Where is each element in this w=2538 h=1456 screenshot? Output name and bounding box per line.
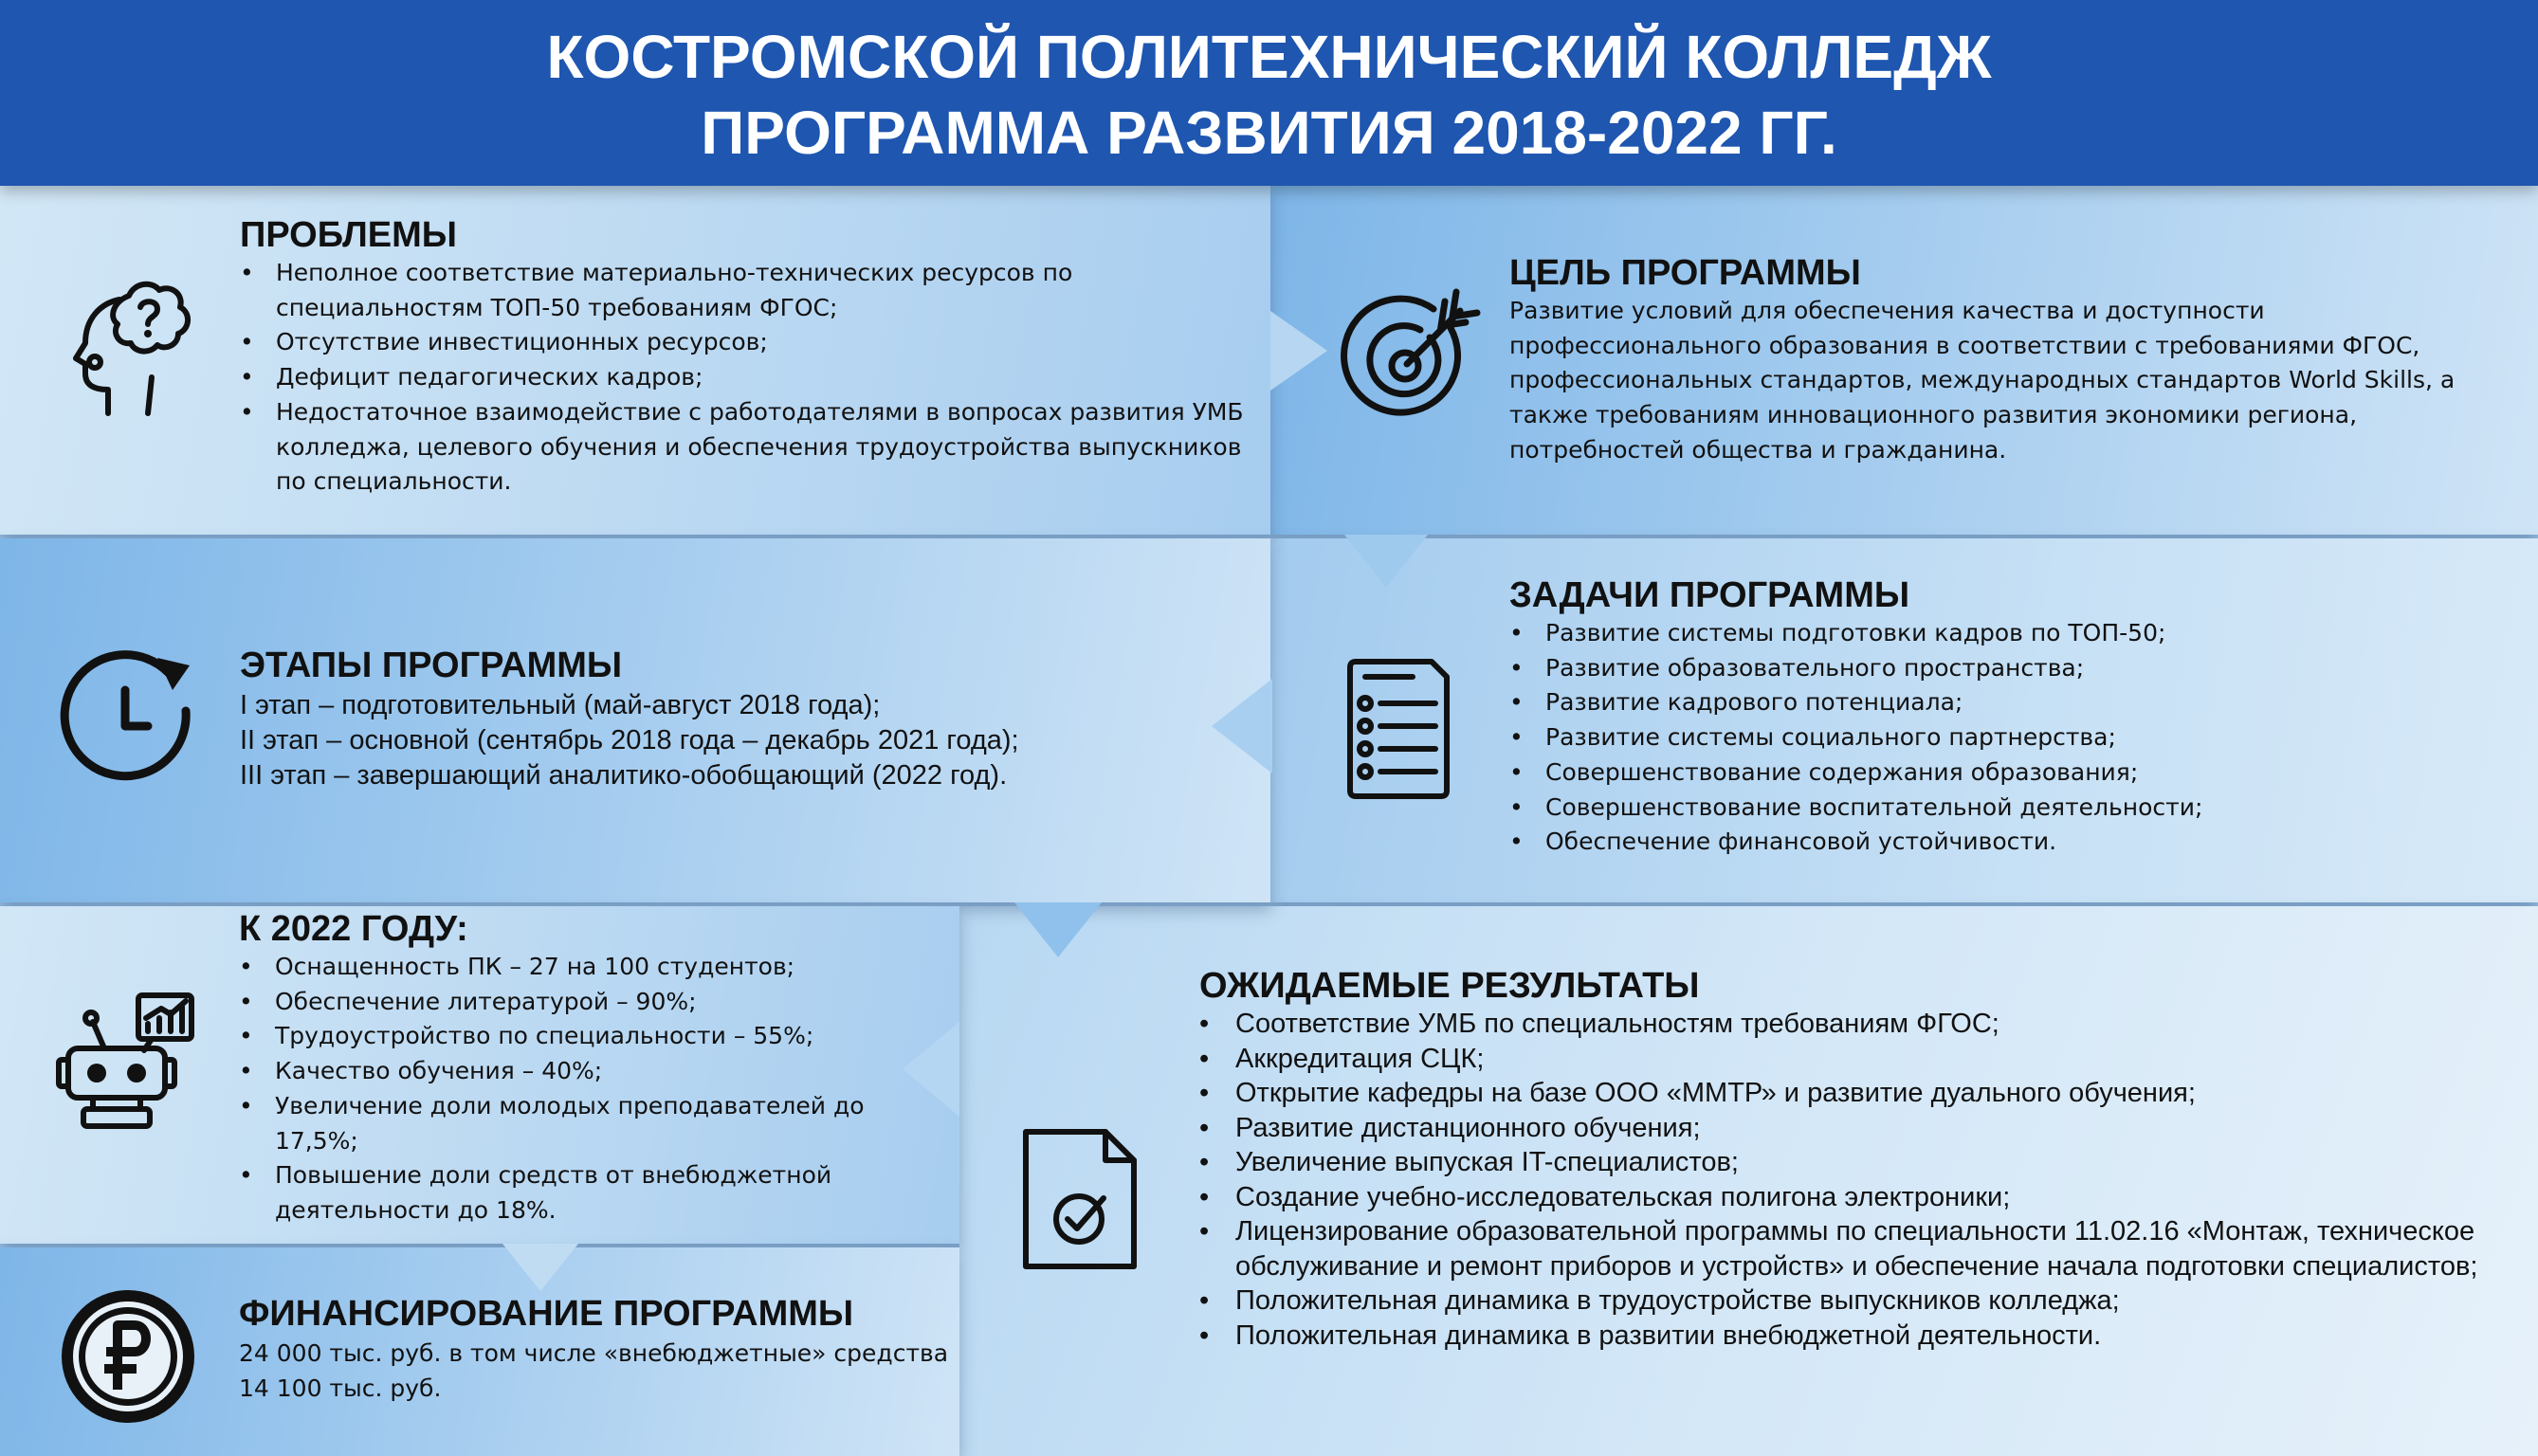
goal-title: ЦЕЛЬ ПРОГРАММЫ xyxy=(1509,253,1861,293)
arrow-left xyxy=(1212,679,1272,774)
problems-title: ПРОБЛЕМЫ xyxy=(240,215,457,255)
by2022-title: К 2022 ГОДУ: xyxy=(239,909,468,949)
by2022-list xyxy=(239,950,931,1228)
header-banner xyxy=(0,0,2538,186)
tasks-item: • Развитие системы социального партнерства; xyxy=(1509,720,2524,755)
problems-item: • Недостаточное взаимодействие с работодателями в вопросах развития УМБ колледжа, целевого обучения и обеспечения трудоустройства выпускников по специальности. xyxy=(240,395,1245,500)
tasks-item: • Развитие образовательного пространства; xyxy=(1509,651,2524,686)
stages-lines xyxy=(240,688,1254,793)
tasks-item: • Развитие системы подготовки кадров по ТОП-50; xyxy=(1509,616,2524,651)
results-item: • Увеличение выпуская IT-специалистов; xyxy=(1199,1145,2527,1180)
results-panel xyxy=(959,906,2538,1456)
results-item: • Открытие кафедры на базе ООО «ММТР» и развитие дуального обучения; xyxy=(1199,1076,2527,1111)
tasks-title: ЗАДАЧИ ПРОГРАММЫ xyxy=(1509,575,1910,615)
arrow-down xyxy=(502,1244,578,1291)
results-list xyxy=(1199,1007,2527,1353)
stage-line: I этап – подготовительный (май-август 2018 года); xyxy=(240,690,881,720)
results-title: ОЖИДАЕМЫЕ РЕЗУЛЬТАТЫ xyxy=(1199,966,1700,1006)
results-item: • Положительная динамика в развитии внебюджетной деятельности. xyxy=(1199,1319,2527,1354)
by2022-item: • Трудоустройство по специальности – 55%; xyxy=(239,1019,931,1054)
results-item: • Лицензирование образовательной программы по специальности 11.02.16 «Монтаж, техническое обслуживание и ремонт приборов и устройств» и обеспечение начала подготовки специалистов; xyxy=(1199,1214,2527,1283)
by2022-item: • Обеспечение литературой – 90%; xyxy=(239,985,931,1020)
problems-panel xyxy=(0,186,1270,535)
stages-title: ЭТАПЫ ПРОГРАММЫ xyxy=(240,646,623,685)
robot-chart-icon xyxy=(55,990,197,1132)
by2022-panel xyxy=(0,906,959,1244)
header-title-line2: ПРОГРАММА РАЗВИТИЯ 2018-2022 ГГ. xyxy=(701,99,1837,167)
problems-item: • Дефицит педагогических кадров; xyxy=(240,360,1245,395)
funding-lines xyxy=(239,1337,950,1406)
results-item: • Соответствие УМБ по специальностям требованиям ФГОС; xyxy=(1199,1007,2527,1042)
target-icon xyxy=(1339,281,1481,423)
stages-panel xyxy=(0,538,1270,902)
ruble-coin-icon xyxy=(57,1285,199,1428)
tasks-item: • Совершенствование содержания образования; xyxy=(1509,755,2524,791)
problems-item: • Отсутствие инвестиционных ресурсов; xyxy=(240,325,1245,360)
results-item: • Аккредитация СЦК; xyxy=(1199,1042,2527,1077)
document-check-icon xyxy=(1020,1128,1140,1270)
stage-line: III этап – завершающий аналитико-обобщающий (2022 год). xyxy=(240,760,1008,791)
results-item: • Создание учебно-исследовательская полигона электроники; xyxy=(1199,1180,2527,1215)
tasks-panel xyxy=(1270,538,2538,902)
thinking-head-icon xyxy=(53,271,205,423)
arrow-down xyxy=(1344,535,1428,588)
funding-line: 14 100 тыс. руб. xyxy=(239,1374,442,1402)
header-title-line1: КОСТРОМСКОЙ ПОЛИТЕХНИЧЕСКИЙ КОЛЛЕДЖ xyxy=(546,23,1992,91)
funding-panel xyxy=(0,1247,959,1456)
problems-list xyxy=(240,256,1245,500)
arrow-down xyxy=(1014,902,1102,957)
by2022-item: • Повышение доли средств от внебюджетной деятельности до 18%. xyxy=(239,1158,931,1228)
stage-line: II этап – основной (сентябрь 2018 года – декабрь 2021 года); xyxy=(240,725,1019,755)
by2022-item: • Оснащенность ПК – 27 на 100 студентов; xyxy=(239,950,931,985)
goal-text: Развитие условий для обеспечения качества и доступности профессионального образования в соответствии с требованиями ФГОС, профессиональных стандартов, международных стандартов World Skills, а также требованиям инновационного развития экономики региона, потребностей общества и гражданина. xyxy=(1509,297,2456,464)
goal-panel xyxy=(1270,186,2538,535)
results-item: • Развитие дистанционного обучения; xyxy=(1199,1111,2527,1146)
tasks-item: • Развитие кадрового потенциала; xyxy=(1509,685,2524,720)
results-item: • Положительная динамика в трудоустройстве выпускников колледжа; xyxy=(1199,1283,2527,1319)
tasks-item: • Обеспечение финансовой устойчивости. xyxy=(1509,825,2524,860)
tasks-list xyxy=(1509,616,2524,860)
problems-item: • Неполное соответствие материально-технических ресурсов по специальностям ТОП-50 требованиям ФГОС; xyxy=(240,256,1245,325)
by2022-item: • Качество обучения – 40%; xyxy=(239,1054,931,1089)
arrow-right xyxy=(1270,311,1327,391)
funding-title: ФИНАНСИРОВАНИЕ ПРОГРАММЫ xyxy=(239,1294,854,1334)
clock-icon xyxy=(57,645,199,787)
checklist-icon xyxy=(1344,658,1454,800)
arrow-left xyxy=(903,1022,959,1117)
by2022-item: • Увеличение доли молодых преподавателей до 17,5%; xyxy=(239,1089,931,1158)
funding-line: 24 000 тыс. руб. в том числе «внебюджетные» средства xyxy=(239,1339,949,1367)
tasks-item: • Совершенствование воспитательной деятельности; xyxy=(1509,791,2524,826)
